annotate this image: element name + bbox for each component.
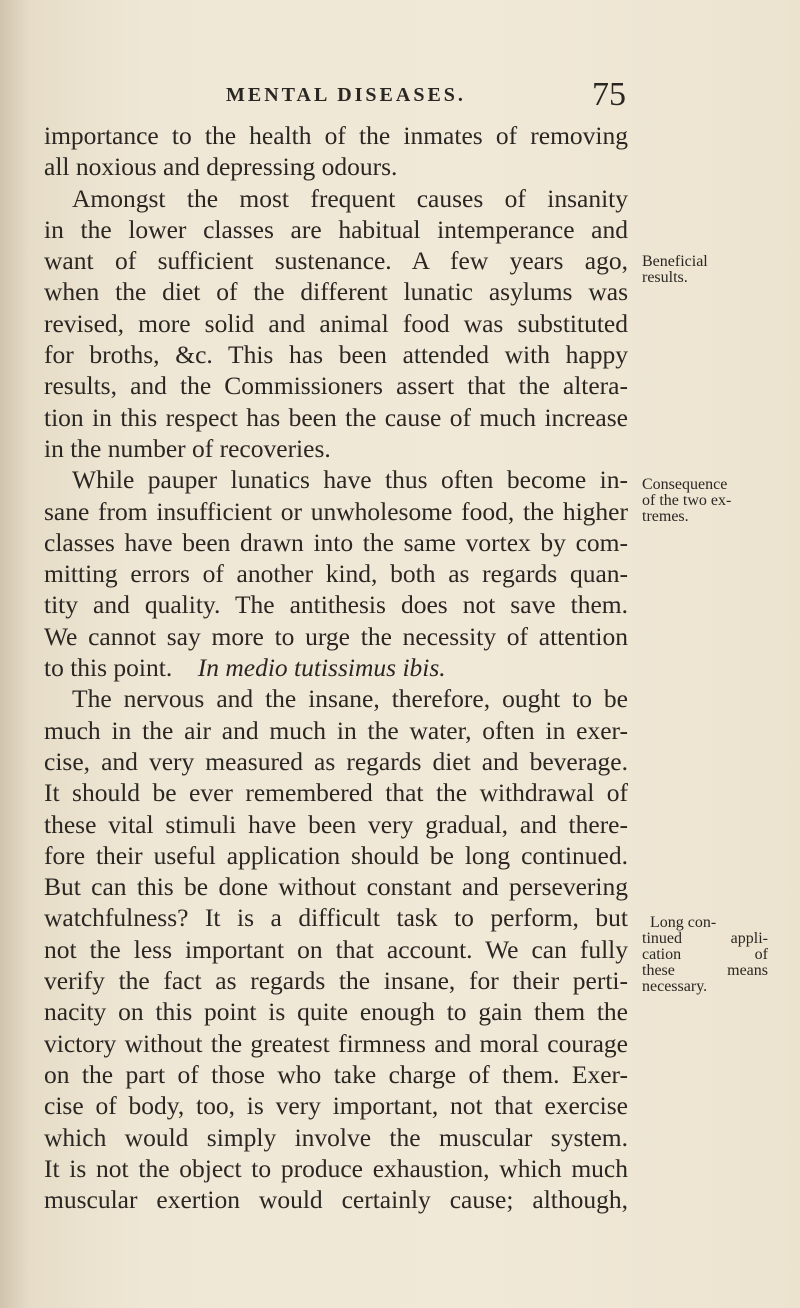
margin-note-line: tremes. [642, 508, 689, 525]
margin-note-line: results. [642, 269, 688, 286]
margin-note-line: tinued appli- [642, 930, 768, 947]
text-line: want of sufficient sustenance. A few years ago, [44, 246, 628, 276]
running-head [226, 78, 666, 118]
text-line: It should be ever remembered that the withdrawal of [44, 778, 628, 808]
text-line: We cannot say more to urge the necessity of attention [44, 621, 628, 651]
body-text [44, 120, 628, 1215]
text-line: results, and the Commissioners assert that the altera- [44, 371, 628, 401]
text-line: But can this be done without constant and persevering [44, 872, 628, 902]
text-line: It is not the object to produce exhaustion, which much [44, 1153, 628, 1183]
margin-note-line: of the two ex- [642, 492, 732, 509]
text-line: in the lower classes are habitual intemperance and [44, 214, 628, 244]
margin-note-line: Consequence [642, 476, 728, 493]
text-line: not the less important on that account. We can fully [44, 934, 628, 964]
text-line: all noxious and depressing odours. [44, 152, 398, 182]
text-line: which would simply involve the muscular system. [44, 1122, 628, 1152]
text-line: when the diet of the different lunatic asylums was [44, 277, 628, 307]
text-line: revised, more solid and animal food was substituted [44, 308, 628, 338]
text-line: verify the fact as regards the insane, for their perti- [44, 966, 628, 996]
margin-note-line: Beneficial [642, 253, 708, 270]
margin-note-line: cation of [642, 946, 768, 963]
margin-note-beneficial [642, 254, 772, 286]
margin-note-line: these means [642, 962, 768, 979]
spine-shadow [0, 0, 30, 1308]
text-line: these vital stimuli have been very gradual, and there- [44, 809, 628, 839]
text-line: watchfulness? It is a difficult task to perform, but [44, 903, 628, 933]
margin-note-line: necessary. [642, 978, 708, 995]
text-line: on the part of those who take charge of them. Exer- [44, 1059, 628, 1089]
text-line: victory without the greatest firmness and moral courage [44, 1028, 628, 1058]
page-number: 75 [592, 76, 626, 113]
text-line: in the number of recoveries. [44, 433, 331, 463]
text-line: mitting errors of another kind, both as regards quan- [44, 559, 628, 589]
text-line: Amongst the most frequent causes of insanity [72, 183, 628, 213]
text-line: classes have been drawn into the same vortex by com- [44, 527, 628, 557]
text-line: sane from insufficient or unwholesome food, the higher [44, 496, 628, 526]
latin-quote: In medio tutissimus ibis. [197, 653, 446, 683]
text-line: The nervous and the insane, therefore, ought to be [72, 684, 628, 714]
margin-note-consequence [642, 477, 772, 525]
text-line: muscular exertion would certainly cause; although, [44, 1185, 628, 1215]
margin-note-line: Long con- [650, 914, 717, 931]
text-line: for broths, &c. This has been attended with happy [44, 340, 628, 370]
text-line: fore their useful application should be long continued. [44, 840, 628, 870]
text-line: nacity on this point is quite enough to gain them the [44, 997, 628, 1027]
text-line: much in the air and much in the water, often in exer- [44, 715, 628, 745]
text-line: tion in this respect has been the cause of much increase [44, 402, 628, 432]
text-fragment: to this point. [44, 653, 173, 683]
text-line: importance to the health of the inmates of removing [44, 121, 628, 150]
text-line: cise, and very measured as regards diet and beverage. [44, 746, 628, 776]
text-line: While pauper lunatics have thus often become in- [72, 465, 628, 495]
text-line-with-quote [44, 652, 628, 683]
text-line: cise of body, too, is very important, not that exercise [44, 1091, 628, 1121]
text-line: tity and quality. The antithesis does not save them. [44, 590, 628, 620]
margin-note-long-continued [642, 915, 768, 995]
running-title: MENTAL DISEASES. [226, 84, 466, 106]
